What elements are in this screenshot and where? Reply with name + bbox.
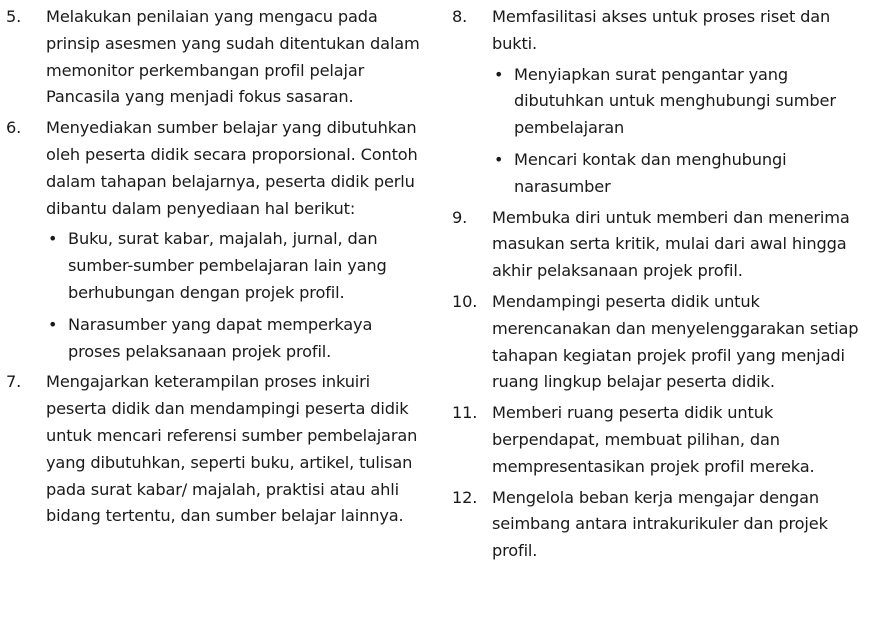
left-column xyxy=(6,4,426,530)
bullet-text: Narasumber yang dapat memperkaya proses pelaksanaan projek profil. xyxy=(68,314,373,361)
bullet-item xyxy=(48,312,426,366)
bullet-text: Menyiapkan surat pengantar yang dibutuhkan untuk menghubungi sumber pembelajaran xyxy=(514,64,836,138)
item-text: Mengelola beban kerja mengajar dengan seimbang antara intrakurikuler dan projek profil. xyxy=(492,487,828,561)
right-column xyxy=(452,4,868,565)
list-item-7 xyxy=(6,369,426,530)
bullet-item xyxy=(48,226,426,306)
item-text: Melakukan penilaian yang mengacu pada prinsip asesmen yang sudah ditentukan dalam memonitor perkembangan profil pelajar Pancasila yang menjadi fokus sasaran. xyxy=(46,7,420,107)
bullet-item xyxy=(494,147,868,201)
list-item-9 xyxy=(452,205,868,285)
item-number: 11. xyxy=(452,403,478,423)
item-number: 8. xyxy=(452,7,468,26)
bullet-list xyxy=(6,226,426,365)
bullet-list xyxy=(452,62,868,201)
bullet-item xyxy=(494,62,868,142)
bullet-icon: • xyxy=(494,64,504,84)
item-number: 5. xyxy=(6,7,22,26)
item-text: Mengajarkan keterampilan proses inkuiri peserta didik dan mendampingi peserta didik untuk mencari referensi sumber pembelajaran yang dibutuhkan, seperti buku, artikel, tulisan pada surat kabar/ majalah, praktisi atau ahli bidang tertentu, dan sumber belajar lainnya. xyxy=(46,372,418,526)
item-text: Membuka diri untuk memberi dan menerima masukan serta kritik, mulai dari awal hingga akhir pelaksanaan projek profil. xyxy=(492,207,850,281)
bullet-text: Buku, surat kabar, majalah, jurnal, dan sumber-sumber pembelajaran lain yang berhubungan dengan projek profil. xyxy=(68,229,387,302)
item-number: 12. xyxy=(452,487,478,507)
list-item-10 xyxy=(452,289,868,396)
list-item-12 xyxy=(452,485,868,565)
item-number: 10. xyxy=(452,291,478,311)
bullet-text: Mencari kontak dan menghubungi narasumber xyxy=(514,149,787,196)
item-text: Menyediakan sumber belajar yang dibutuhkan oleh peserta didik secara proporsional. Contoh dalam tahapan belajarnya, peserta didik perlu dibantu dalam penyediaan hal berikut: xyxy=(46,118,418,218)
bullet-icon: • xyxy=(48,229,58,249)
list-item-8 xyxy=(452,4,868,201)
list-item-11 xyxy=(452,400,868,480)
list-item-5 xyxy=(6,4,426,111)
item-number: 7. xyxy=(6,372,22,392)
item-text: Mendampingi peserta didik untuk merencanakan dan menyelenggarakan setiap tahapan kegiatan projek profil yang menjadi ruang lingkup belajar peserta didik. xyxy=(492,291,859,392)
item-text: Memberi ruang peserta didik untuk berpendapat, membuat pilihan, dan mempresentasikan projek profil mereka. xyxy=(492,403,815,476)
bullet-icon: • xyxy=(494,149,504,169)
item-text: Memfasilitasi akses untuk proses riset dan bukti. xyxy=(492,7,831,53)
item-number: 9. xyxy=(452,207,468,227)
bullet-icon: • xyxy=(48,314,58,334)
list-item-6 xyxy=(6,115,426,365)
item-number: 6. xyxy=(6,118,22,138)
